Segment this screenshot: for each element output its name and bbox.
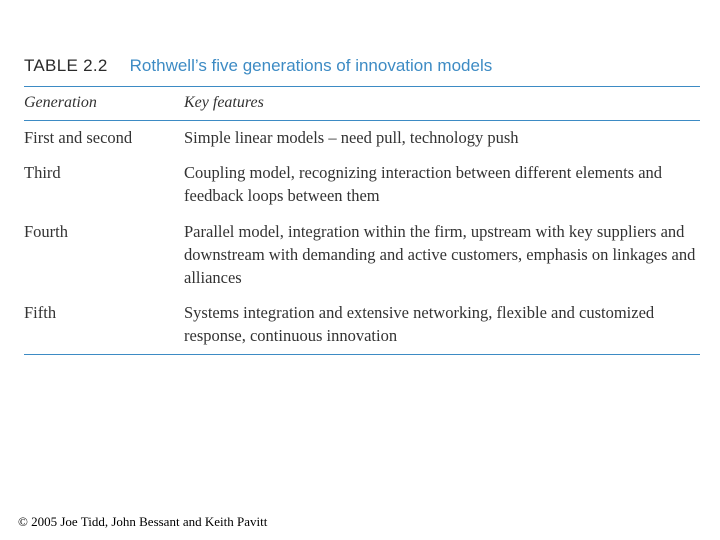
- row-4-generation: Fifth: [24, 303, 57, 322]
- row-2-features: Coupling model, recognizing interaction between different elements and feedback loops between them: [184, 163, 663, 205]
- row-3-generation: Fourth: [24, 222, 69, 241]
- row-1-generation: First and second: [24, 128, 133, 147]
- table-top-rule: [24, 86, 700, 87]
- table-label: TABLE 2.2: [24, 56, 108, 75]
- table-caption: Rothwell’s five generations of innovation models: [129, 56, 493, 75]
- row-4-features: Systems integration and extensive networking, flexible and customized response, continuous innovation: [184, 303, 655, 345]
- column-header-key-features: Key features: [184, 94, 264, 111]
- copyright-notice: © 2005 Joe Tidd, John Bessant and Keith Pavitt: [18, 514, 268, 529]
- table-title: [24, 56, 492, 76]
- column-header-generation: Generation: [24, 94, 97, 111]
- table-bottom-rule: [24, 354, 700, 355]
- header-rule: [24, 120, 700, 121]
- row-3-features: Parallel model, integration within the firm, upstream with key suppliers and downstream with demanding and active customers, emphasis on linkages and alliances: [184, 222, 696, 287]
- row-1-features: Simple linear models – need pull, technology push: [184, 128, 519, 147]
- row-2-generation: Third: [24, 163, 61, 182]
